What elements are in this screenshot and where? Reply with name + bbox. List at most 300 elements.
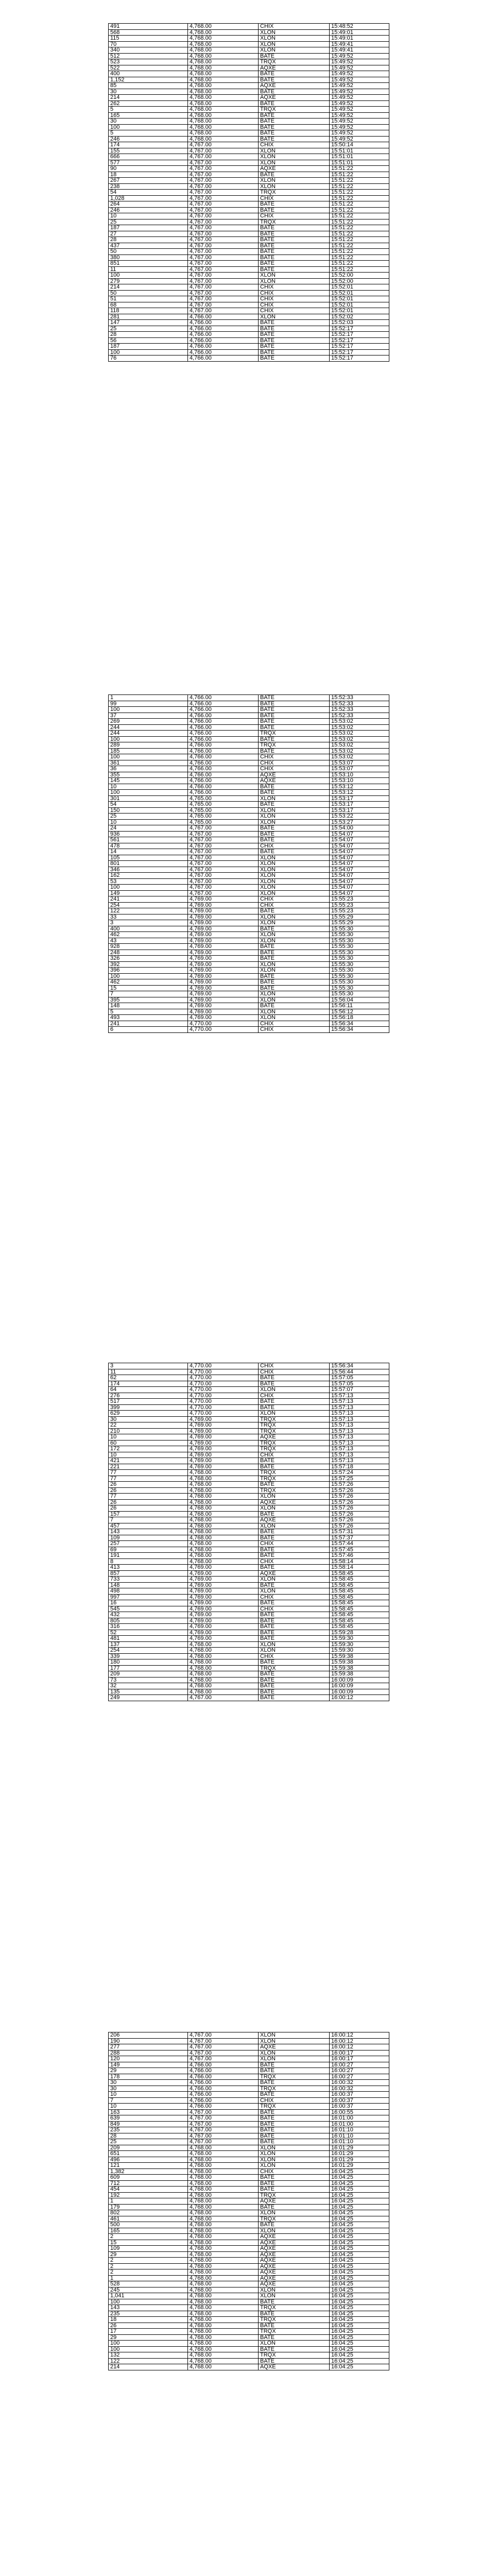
volume-cell: 395	[109, 997, 188, 1003]
volume-cell: 267	[109, 178, 188, 184]
table-row	[109, 950, 389, 956]
time-cell: 16:04:25	[330, 2216, 389, 2222]
volume-cell: 60	[109, 1440, 188, 1446]
table-body	[109, 2032, 389, 2370]
time-cell: 15:57:05	[330, 1375, 389, 1381]
time-cell: 15:58:45	[330, 1577, 389, 1583]
time-cell: 15:49:52	[330, 100, 389, 107]
time-cell: 15:57:13	[330, 1440, 389, 1446]
volume-cell: 16	[109, 1600, 188, 1606]
table-row	[109, 296, 389, 302]
time-cell: 16:00:12	[330, 2044, 389, 2050]
time-cell: 16:04:25	[330, 2293, 389, 2299]
time-cell: 16:04:25	[330, 2275, 389, 2281]
volume-cell: 997	[109, 1594, 188, 1600]
volume-cell: 174	[109, 142, 188, 148]
time-cell: 16:00:12	[330, 2038, 389, 2044]
price-cell: 4,768.00	[188, 2180, 259, 2187]
venue-cell: TRQX	[259, 2104, 330, 2110]
table-row	[109, 2299, 389, 2305]
time-cell: 16:00:32	[330, 2086, 389, 2092]
table-row	[109, 65, 389, 71]
price-cell: 4,768.00	[188, 1511, 259, 1517]
venue-cell: BATE	[259, 724, 330, 731]
table-row	[109, 59, 389, 65]
time-cell: 15:52:01	[330, 296, 389, 302]
time-cell: 15:58:14	[330, 1558, 389, 1565]
time-cell: 15:56:11	[330, 1003, 389, 1009]
time-cell: 15:57:13	[330, 1393, 389, 1399]
venue-cell: XLON	[259, 178, 330, 184]
time-cell: 15:58:45	[330, 1606, 389, 1612]
volume-cell: 568	[109, 29, 188, 36]
time-cell: 15:51:22	[330, 249, 389, 255]
venue-cell: CHIX	[259, 2097, 330, 2104]
price-cell: 4,767.00	[188, 2032, 259, 2039]
time-cell: 15:56:34	[330, 1021, 389, 1027]
volume-cell: 99	[109, 701, 188, 707]
time-cell: 15:58:14	[330, 1565, 389, 1571]
table-row	[109, 201, 389, 208]
table-row	[109, 2234, 389, 2240]
volume-cell: 326	[109, 956, 188, 962]
price-cell: 4,766.00	[188, 320, 259, 326]
time-cell: 15:55:30	[330, 985, 389, 991]
time-cell: 15:53:02	[330, 748, 389, 754]
venue-cell: BATE	[259, 831, 330, 837]
volume-cell: 185	[109, 748, 188, 754]
time-cell: 15:57:13	[330, 1428, 389, 1434]
volume-cell: 11	[109, 266, 188, 273]
price-cell: 4,769.00	[188, 1440, 259, 1446]
price-cell: 4,767.00	[188, 166, 259, 172]
venue-cell: BATE	[259, 707, 330, 713]
time-cell: 15:49:52	[330, 130, 389, 137]
price-cell: 4,768.00	[188, 2281, 259, 2287]
table-row	[109, 1653, 389, 1659]
time-cell: 16:00:37	[330, 2092, 389, 2098]
venue-cell: XLON	[259, 2038, 330, 2044]
venue-cell: CHIX	[259, 1541, 330, 1547]
venue-cell: AQXE	[259, 778, 330, 784]
price-cell: 4,768.00	[188, 2263, 259, 2269]
time-cell: 15:52:01	[330, 302, 389, 308]
volume-cell: 30	[109, 1416, 188, 1422]
table-row	[109, 1618, 389, 1624]
price-cell: 4,767.00	[188, 231, 259, 237]
venue-cell: BATE	[259, 77, 330, 83]
time-cell: 16:00:17	[330, 2056, 389, 2062]
price-cell: 4,769.00	[188, 944, 259, 950]
price-cell: 4,767.00	[188, 308, 259, 314]
time-cell: 15:54:07	[330, 885, 389, 891]
venue-cell: AQXE	[259, 1434, 330, 1440]
table-row	[109, 195, 389, 201]
price-cell: 4,767.00	[188, 873, 259, 879]
table-row	[109, 302, 389, 308]
time-cell: 16:04:25	[330, 2287, 389, 2293]
table-row	[109, 754, 389, 760]
time-cell: 15:55:30	[330, 956, 389, 962]
table-row	[109, 2104, 389, 2110]
volume-cell: 73	[109, 1677, 188, 1683]
venue-cell: CHIX	[259, 1027, 330, 1033]
price-cell: 4,768.00	[188, 124, 259, 130]
volume-cell: 246	[109, 136, 188, 142]
volume-cell: 561	[109, 837, 188, 843]
price-cell: 4,769.00	[188, 1416, 259, 1422]
time-cell: 16:01:00	[330, 2115, 389, 2122]
volume-cell: 10	[109, 784, 188, 790]
venue-cell: XLON	[259, 160, 330, 166]
table-row	[109, 266, 389, 273]
time-cell: 15:49:52	[330, 59, 389, 65]
price-cell: 4,768.00	[188, 1499, 259, 1505]
venue-cell: BATE	[259, 1404, 330, 1411]
venue-cell: BATE	[259, 736, 330, 742]
venue-cell: BATE	[259, 908, 330, 914]
volume-cell: 64	[109, 1387, 188, 1393]
volume-cell: 301	[109, 795, 188, 802]
venue-cell: CHIX	[259, 902, 330, 908]
venue-cell: XLON	[259, 2050, 330, 2056]
time-cell: 15:57:13	[330, 1404, 389, 1411]
table-row	[109, 1381, 389, 1387]
venue-cell: XLON	[259, 819, 330, 825]
venue-cell: XLON	[259, 183, 330, 190]
venue-cell: TRQX	[259, 731, 330, 737]
volume-cell: 150	[109, 807, 188, 814]
table-row	[109, 36, 389, 42]
volume-cell: 462	[109, 979, 188, 986]
table-row	[109, 736, 389, 742]
time-cell: 15:49:41	[330, 47, 389, 54]
time-cell: 15:58:45	[330, 1612, 389, 1618]
time-cell: 15:55:29	[330, 914, 389, 920]
table-row	[109, 831, 389, 837]
volume-cell: 214	[109, 2364, 188, 2370]
venue-cell: AQXE	[259, 2251, 330, 2258]
table-row	[109, 284, 389, 291]
venue-cell: XLON	[259, 855, 330, 861]
table-row	[109, 985, 389, 991]
time-cell: 15:53:02	[330, 742, 389, 749]
price-cell: 4,768.00	[188, 1653, 259, 1659]
volume-cell: 478	[109, 843, 188, 849]
volume-cell: 100	[109, 2299, 188, 2305]
table-row	[109, 2222, 389, 2228]
table-row	[109, 790, 389, 796]
venue-cell: BATE	[259, 2139, 330, 2145]
venue-cell: XLON	[259, 885, 330, 891]
venue-cell: BATE	[259, 243, 330, 249]
table-row	[109, 2133, 389, 2139]
time-cell: 15:49:52	[330, 95, 389, 101]
time-cell: 15:57:26	[330, 1511, 389, 1517]
price-cell: 4,768.00	[188, 1665, 259, 1671]
volume-cell: 30	[109, 118, 188, 125]
venue-cell: BATE	[259, 1535, 330, 1541]
time-cell: 15:53:17	[330, 795, 389, 802]
volume-cell: 437	[109, 243, 188, 249]
volume-cell: 2	[109, 2269, 188, 2276]
table-row	[109, 278, 389, 284]
time-cell: 16:04:25	[330, 2192, 389, 2198]
venue-cell: BATE	[259, 249, 330, 255]
volume-cell: 2	[109, 2234, 188, 2240]
price-cell: 4,768.00	[188, 1535, 259, 1541]
volume-cell: 221	[109, 1464, 188, 1470]
time-cell: 16:04:25	[330, 2222, 389, 2228]
volume-cell: 122	[109, 2358, 188, 2364]
table-row	[109, 2269, 389, 2276]
table-row	[109, 2287, 389, 2293]
table-row	[109, 938, 389, 944]
time-cell: 15:51:01	[330, 148, 389, 154]
table-row	[109, 2311, 389, 2317]
time-cell: 16:00:09	[330, 1689, 389, 1695]
time-cell: 15:57:13	[330, 1422, 389, 1429]
table-row	[109, 1588, 389, 1595]
time-cell: 15:57:45	[330, 1547, 389, 1553]
volume-cell: 100	[109, 754, 188, 760]
price-cell: 4,766.00	[188, 707, 259, 713]
time-cell: 16:04:25	[330, 2251, 389, 2258]
price-cell: 4,768.00	[188, 2210, 259, 2216]
volume-cell: 28	[109, 2133, 188, 2139]
price-cell: 4,769.00	[188, 973, 259, 979]
table-row	[109, 2163, 389, 2169]
table-row	[109, 83, 389, 89]
venue-cell: BATE	[259, 2323, 330, 2329]
time-cell: 15:53:02	[330, 731, 389, 737]
venue-cell: XLON	[259, 878, 330, 885]
price-cell: 4,766.00	[188, 349, 259, 355]
table-row	[109, 2323, 389, 2329]
table-row	[109, 89, 389, 95]
volume-cell: 851	[109, 261, 188, 267]
volume-cell: 27	[109, 231, 188, 237]
volume-cell: 462	[109, 932, 188, 938]
table-row	[109, 190, 389, 196]
venue-cell: XLON	[259, 807, 330, 814]
venue-cell: BATE	[259, 1582, 330, 1588]
price-cell: 4,767.00	[188, 243, 259, 249]
venue-cell: BATE	[259, 2180, 330, 2187]
time-cell: 16:00:27	[330, 2062, 389, 2068]
table-row	[109, 2275, 389, 2281]
volume-cell: 54	[109, 802, 188, 808]
table-row	[109, 2145, 389, 2151]
volume-cell: 2	[109, 2263, 188, 2269]
table-row	[109, 355, 389, 362]
volume-cell: 25	[109, 814, 188, 820]
volume-cell: 801	[109, 861, 188, 867]
time-cell: 15:51:22	[330, 178, 389, 184]
price-cell: 4,768.00	[188, 95, 259, 101]
price-cell: 4,767.00	[188, 1695, 259, 1701]
venue-cell: BATE	[259, 1458, 330, 1464]
volume-cell: 54	[109, 190, 188, 196]
volume-cell: 100	[109, 736, 188, 742]
price-cell: 4,766.00	[188, 790, 259, 796]
table-row	[109, 261, 389, 267]
venue-cell: XLON	[259, 1641, 330, 1648]
table-row	[109, 944, 389, 950]
volume-cell: 33	[109, 914, 188, 920]
venue-cell: XLON	[259, 861, 330, 867]
table-row	[109, 973, 389, 979]
table-row	[109, 2192, 389, 2198]
time-cell: 15:51:22	[330, 190, 389, 196]
time-cell: 15:55:30	[330, 944, 389, 950]
volume-cell: 14	[109, 849, 188, 855]
volume-cell: 100	[109, 349, 188, 355]
price-cell: 4,766.00	[188, 2086, 259, 2092]
price-cell: 4,765.00	[188, 807, 259, 814]
table-row	[109, 997, 389, 1003]
venue-cell: CHIX	[259, 1606, 330, 1612]
price-cell: 4,768.00	[188, 1523, 259, 1529]
venue-cell: TRQX	[259, 1470, 330, 1476]
price-cell: 4,767.00	[188, 195, 259, 201]
price-cell: 4,768.00	[188, 2228, 259, 2234]
price-cell: 4,767.00	[188, 2038, 259, 2044]
price-cell: 4,768.00	[188, 71, 259, 77]
time-cell: 16:00:09	[330, 1677, 389, 1683]
volume-cell: 849	[109, 2121, 188, 2127]
table-row	[109, 2352, 389, 2359]
table-row	[109, 290, 389, 296]
price-cell: 4,769.00	[188, 997, 259, 1003]
volume-cell: 355	[109, 772, 188, 778]
price-cell: 4,767.00	[188, 178, 259, 184]
venue-cell: BATE	[259, 1677, 330, 1683]
table-row	[109, 118, 389, 125]
volume-cell: 210	[109, 1428, 188, 1434]
time-cell: 15:57:44	[330, 1541, 389, 1547]
price-cell: 4,768.00	[188, 112, 259, 118]
volume-cell: 500	[109, 2222, 188, 2228]
price-cell: 4,769.00	[188, 1458, 259, 1464]
table-row	[109, 2074, 389, 2080]
venue-cell: CHIX	[259, 1594, 330, 1600]
time-cell: 16:04:25	[330, 2228, 389, 2234]
venue-cell: TRQX	[259, 2317, 330, 2323]
price-cell: 4,770.00	[188, 1387, 259, 1393]
time-cell: 15:50:14	[330, 142, 389, 148]
price-cell: 4,766.00	[188, 701, 259, 707]
venue-cell: TRQX	[259, 2329, 330, 2335]
venue-cell: BATE	[259, 130, 330, 137]
venue-cell: BATE	[259, 1600, 330, 1606]
table-row	[109, 349, 389, 355]
table-row	[109, 1458, 389, 1464]
table-row	[109, 920, 389, 926]
venue-cell: BATE	[259, 2299, 330, 2305]
venue-cell: XLON	[259, 890, 330, 896]
price-cell: 4,768.00	[188, 2240, 259, 2246]
price-cell: 4,768.00	[188, 1505, 259, 1512]
table-row	[109, 890, 389, 896]
venue-cell: BATE	[259, 2121, 330, 2127]
time-cell: 15:52:01	[330, 308, 389, 314]
time-cell: 15:55:30	[330, 950, 389, 956]
time-cell: 15:57:07	[330, 1387, 389, 1393]
volume-cell: 457	[109, 1523, 188, 1529]
time-cell: 15:57:26	[330, 1505, 389, 1512]
volume-cell: 26	[109, 1482, 188, 1488]
venue-cell: BATE	[259, 837, 330, 843]
venue-cell: BATE	[259, 349, 330, 355]
venue-cell: CHIX	[259, 760, 330, 766]
table-row	[109, 2204, 389, 2210]
table-row	[109, 1612, 389, 1618]
venue-cell: XLON	[259, 814, 330, 820]
volume-cell: 206	[109, 2032, 188, 2039]
price-cell: 4,769.00	[188, 896, 259, 903]
price-cell: 4,766.00	[188, 344, 259, 350]
price-cell: 4,766.00	[188, 713, 259, 719]
time-cell: 15:49:52	[330, 71, 389, 77]
price-cell: 4,768.00	[188, 1470, 259, 1476]
time-cell: 15:58:45	[330, 1570, 389, 1577]
price-cell: 4,768.00	[188, 2329, 259, 2335]
venue-cell: BATE	[259, 207, 330, 213]
price-cell: 4,766.00	[188, 332, 259, 338]
price-cell: 4,768.00	[188, 2157, 259, 2163]
volume-cell: 5	[109, 130, 188, 137]
time-cell: 15:56:18	[330, 1015, 389, 1021]
venue-cell: AQXE	[259, 166, 330, 172]
price-cell: 4,767.00	[188, 219, 259, 225]
time-cell: 16:04:25	[330, 2263, 389, 2269]
table-row	[109, 1446, 389, 1452]
table-row	[109, 2358, 389, 2364]
volume-cell: 36	[109, 766, 188, 772]
table-row	[109, 1494, 389, 1500]
time-cell: 15:51:22	[330, 261, 389, 267]
price-cell: 4,767.00	[188, 890, 259, 896]
table-row	[109, 1404, 389, 1411]
venue-cell: AQXE	[259, 2044, 330, 2050]
volume-cell: 155	[109, 148, 188, 154]
time-cell: 16:00:37	[330, 2097, 389, 2104]
time-cell: 15:56:34	[330, 1363, 389, 1369]
volume-cell: 400	[109, 926, 188, 932]
volume-cell: 857	[109, 1570, 188, 1577]
venue-cell: XLON	[259, 2056, 330, 2062]
table-row	[109, 2305, 389, 2311]
price-cell: 4,768.00	[188, 2145, 259, 2151]
price-cell: 4,767.00	[188, 266, 259, 273]
time-cell: 16:04:25	[330, 2346, 389, 2352]
table-row	[109, 1695, 389, 1701]
price-cell: 4,768.00	[188, 2222, 259, 2228]
venue-cell: BATE	[259, 2068, 330, 2074]
price-cell: 4,768.00	[188, 1547, 259, 1553]
venue-cell: XLON	[259, 997, 330, 1003]
price-cell: 4,770.00	[188, 1381, 259, 1387]
time-cell: 15:55:30	[330, 979, 389, 986]
volume-cell: 248	[109, 950, 188, 956]
time-cell: 16:04:25	[330, 2364, 389, 2370]
price-cell: 4,768.00	[188, 2258, 259, 2264]
venue-cell: TRQX	[259, 1476, 330, 1482]
table-row	[109, 2346, 389, 2352]
venue-cell: XLON	[259, 991, 330, 997]
table-row	[109, 2251, 389, 2258]
